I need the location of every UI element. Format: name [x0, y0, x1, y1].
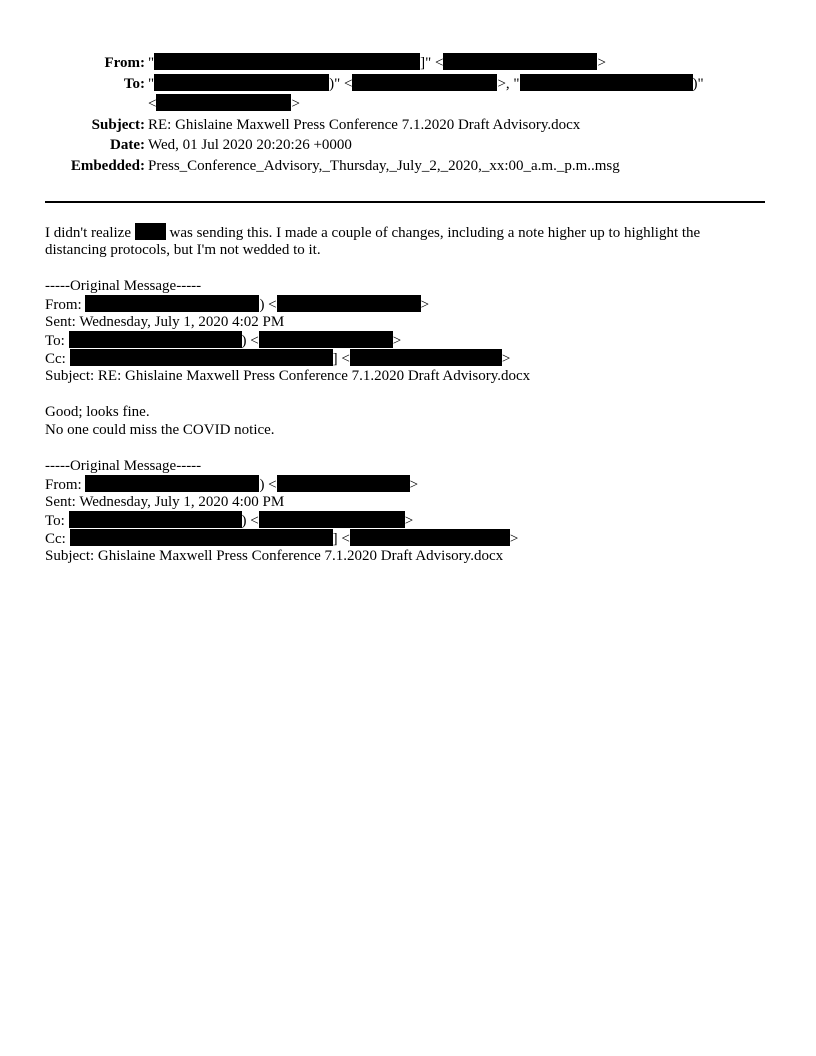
redaction-box	[85, 475, 259, 492]
orig2-to	[45, 511, 770, 529]
to-label: To:	[123, 75, 145, 92]
from-value	[148, 53, 606, 74]
redaction-box	[520, 74, 693, 91]
redaction-box	[156, 94, 291, 111]
orig1-from	[45, 295, 770, 313]
redaction-box	[350, 529, 510, 546]
date-label: Date:	[110, 137, 145, 153]
orig1-to-label: To:	[45, 333, 65, 349]
header-from-row	[0, 53, 816, 74]
redaction-box	[259, 331, 393, 348]
orig1-to-end: >	[392, 333, 402, 349]
redaction-box	[69, 331, 242, 348]
body-line: distancing protocols, but I'm not wedded to it.	[45, 242, 321, 258]
to-bracket-close: >	[291, 96, 300, 112]
redaction-box	[154, 74, 329, 91]
from-quote-close: ]" <	[420, 55, 444, 71]
orig1-to	[45, 331, 770, 349]
orig2-to-label: To:	[45, 513, 65, 529]
orig2-from	[45, 475, 770, 493]
header-to-row	[0, 74, 816, 95]
orig2-separator: -----Original Message-----	[45, 458, 202, 474]
orig2-from-end: >	[409, 477, 419, 493]
embedded-value: Press_Conference_Advisory,_Thursday,_July_2,_2020,_xx:00_a.m._p.m..msg	[148, 157, 620, 174]
to-separator: >, "	[497, 75, 520, 92]
redaction-box	[85, 295, 259, 312]
date-value: Wed, 01 Jul 2020 20:20:26 +0000	[148, 137, 352, 153]
orig1-from-mid: ) <	[259, 297, 277, 313]
embedded-label: Embedded:	[70, 157, 145, 174]
header-divider	[45, 201, 765, 203]
from-bracket-close: >	[597, 55, 606, 71]
orig2-from-mid: ) <	[259, 477, 277, 493]
from-label: From:	[104, 55, 145, 71]
redaction-box	[70, 529, 333, 546]
body-line	[45, 223, 770, 241]
to-quote-open: "	[148, 75, 155, 92]
subject-value: RE: Ghislaine Maxwell Press Conference 7.1.2020 Draft Advisory.docx	[148, 116, 581, 133]
to-value	[148, 74, 704, 95]
orig1-from-label: From:	[45, 297, 82, 313]
orig2-cc	[45, 529, 770, 547]
spacer	[45, 385, 770, 403]
spacer	[45, 259, 770, 277]
email-header	[0, 53, 816, 176]
header-embedded-row	[0, 156, 816, 177]
orig2-cc-label: Cc:	[45, 531, 66, 547]
from-quote-open: "	[148, 55, 155, 71]
orig2-to-end: >	[404, 513, 414, 529]
orig2-cc-end: >	[509, 531, 519, 547]
redaction-box	[259, 511, 405, 528]
body-text: I didn't realize	[45, 225, 131, 241]
to-quote-close-2: )"	[692, 75, 704, 92]
orig1-cc	[45, 349, 770, 367]
orig2-from-label: From:	[45, 477, 82, 493]
email-body	[45, 223, 770, 565]
body-text: was sending this. I made a couple of changes, including a note higher up to highlight the	[165, 225, 701, 241]
orig2-to-mid: ) <	[241, 513, 259, 529]
orig2-cc-mid: ] <	[332, 531, 350, 547]
to-value-cont	[148, 94, 300, 115]
orig1-to-mid: ) <	[241, 333, 259, 349]
orig1-cc-mid: ] <	[332, 351, 350, 367]
to-quote-close: )" <	[329, 75, 353, 92]
redaction-box	[352, 74, 497, 91]
redaction-box	[277, 295, 421, 312]
redaction-box	[69, 511, 242, 528]
reply-line-1: Good; looks fine.	[45, 404, 150, 420]
orig2-subject: Subject: Ghislaine Maxwell Press Conference 7.1.2020 Draft Advisory.docx	[45, 548, 504, 564]
orig1-cc-label: Cc:	[45, 351, 66, 367]
to-bracket-open: <	[148, 96, 157, 112]
orig1-cc-end: >	[501, 351, 511, 367]
spacer	[45, 439, 770, 457]
reply-line-2: No one could miss the COVID notice.	[45, 422, 275, 438]
redaction-box	[135, 223, 166, 240]
redaction-box	[277, 475, 410, 492]
orig1-separator: -----Original Message-----	[45, 278, 202, 294]
redaction-box	[70, 349, 333, 366]
subject-label: Subject:	[91, 116, 145, 133]
orig2-sent: Sent: Wednesday, July 1, 2020 4:00 PM	[45, 494, 285, 510]
redaction-box	[350, 349, 502, 366]
redaction-box	[154, 53, 420, 70]
header-subject-row	[0, 115, 816, 136]
redaction-box	[443, 53, 597, 70]
header-to-row-cont	[0, 94, 816, 115]
header-date-row	[0, 135, 816, 156]
orig1-sent: Sent: Wednesday, July 1, 2020 4:02 PM	[45, 314, 285, 330]
orig1-from-end: >	[420, 297, 430, 313]
orig1-subject: Subject: RE: Ghislaine Maxwell Press Conference 7.1.2020 Draft Advisory.docx	[45, 368, 531, 384]
